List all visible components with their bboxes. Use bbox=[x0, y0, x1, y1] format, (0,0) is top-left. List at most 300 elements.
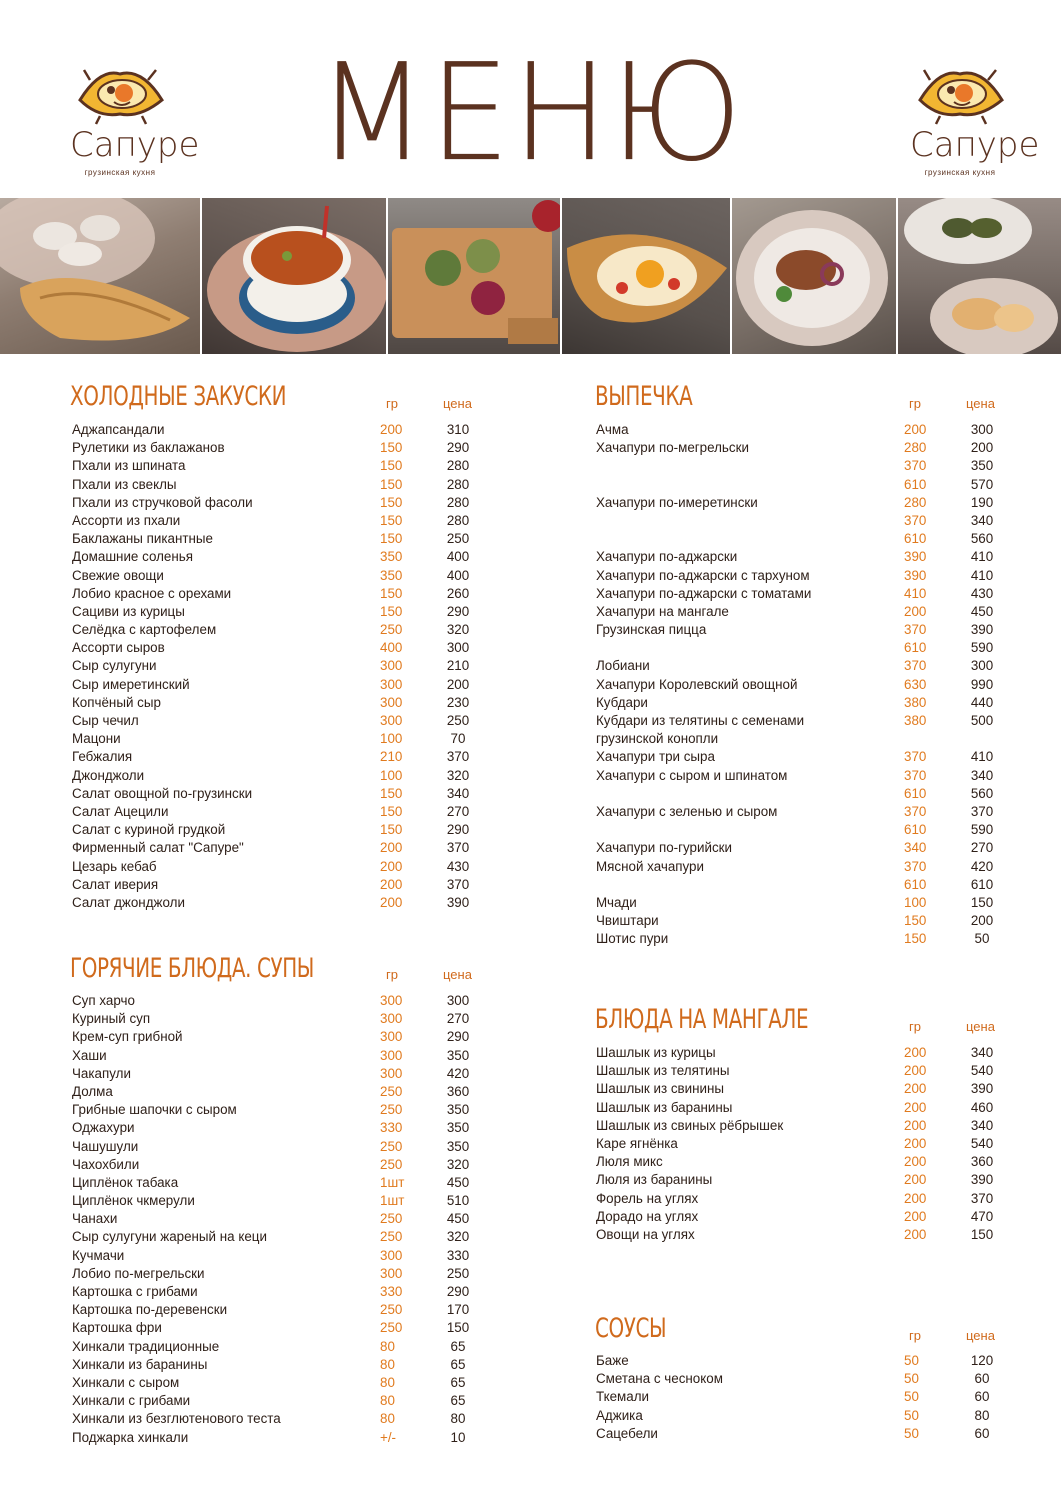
menu-item-weight: 150 bbox=[904, 931, 927, 947]
menu-item-price: 390 bbox=[970, 622, 994, 638]
menu-item-weight: 150 bbox=[904, 913, 927, 929]
menu-item-price: 290 bbox=[446, 440, 470, 456]
menu-item-weight: 80 bbox=[380, 1374, 395, 1390]
menu-item-name: Салат джонджоли bbox=[72, 894, 185, 910]
menu-item-price: 350 bbox=[446, 1138, 470, 1154]
menu-item-price: 420 bbox=[970, 858, 994, 874]
menu-item-name: Хинкали традиционные bbox=[72, 1338, 220, 1354]
menu-item-price: 540 bbox=[970, 1135, 994, 1151]
menu-item-name: Ачма bbox=[596, 422, 629, 437]
column-header-grams: гр bbox=[909, 1019, 921, 1034]
menu-item-name: Джонджоли bbox=[72, 767, 145, 783]
menu-item-price: 350 bbox=[970, 458, 994, 474]
menu-item-name: Салат Ацецили bbox=[72, 803, 169, 819]
menu-item-name: Циплёнок табака bbox=[72, 1174, 179, 1190]
menu-item-weight: 300 bbox=[380, 1047, 403, 1063]
menu-item-price: 290 bbox=[446, 822, 470, 838]
menu-item-price: 210 bbox=[446, 658, 470, 674]
menu-item-name: Крем-суп грибной bbox=[72, 1029, 183, 1045]
menu-item-weight: 200 bbox=[904, 1081, 927, 1097]
menu-item-name: Чанахи bbox=[72, 1211, 118, 1227]
menu-item-price: 610 bbox=[970, 876, 994, 892]
menu-item-price: 340 bbox=[970, 512, 994, 528]
menu-item-name: Мацони bbox=[72, 731, 121, 747]
menu-item-price: 370 bbox=[446, 876, 470, 892]
menu-item-price: 300 bbox=[970, 422, 994, 437]
menu-item-weight: 300 bbox=[380, 694, 403, 710]
menu-item-weight: 390 bbox=[904, 567, 927, 583]
menu-item-price: 200 bbox=[970, 440, 994, 456]
menu-item-weight: 370 bbox=[904, 749, 927, 765]
menu-item-name: грузинской конопли bbox=[596, 731, 719, 747]
menu-item-weight: 80 bbox=[380, 1356, 395, 1372]
menu-item-name: Грузинская пицца bbox=[596, 622, 707, 638]
dumplings-bread-photo bbox=[0, 198, 202, 354]
menu-item-price: 80 bbox=[974, 1407, 990, 1423]
menu-item-price: 80 bbox=[450, 1411, 466, 1427]
menu-item-weight: 200 bbox=[904, 603, 927, 619]
menu-item-weight: 50 bbox=[904, 1407, 919, 1423]
menu-item-price: 540 bbox=[970, 1063, 994, 1079]
menu-item-weight: 200 bbox=[904, 1208, 927, 1224]
menu-item-weight: 250 bbox=[380, 1102, 403, 1118]
column-header-price: цена bbox=[966, 1019, 995, 1034]
menu-item-name: Грибные шапочки с сыром bbox=[72, 1102, 237, 1118]
menu-item-weight: 370 bbox=[904, 658, 927, 674]
dolma-photo bbox=[898, 198, 1061, 354]
menu-item-price: 270 bbox=[446, 803, 470, 819]
menu-item-price: 350 bbox=[446, 1047, 470, 1063]
menu-item-weight: 80 bbox=[380, 1393, 395, 1409]
menu-item-price: 300 bbox=[446, 640, 470, 656]
menu-item-price: 60 bbox=[974, 1389, 990, 1405]
menu-item-price: 470 bbox=[970, 1208, 994, 1224]
menu-item-price: 320 bbox=[446, 622, 470, 638]
menu-item-price: 60 bbox=[974, 1371, 990, 1387]
menu-item-weight: 50 bbox=[904, 1353, 919, 1368]
menu-item-weight: 80 bbox=[380, 1411, 395, 1427]
menu-item-price: 150 bbox=[970, 1226, 994, 1242]
menu-item-weight: 330 bbox=[380, 1120, 403, 1136]
menu-item-price: 510 bbox=[446, 1193, 470, 1209]
menu-item-weight: 210 bbox=[380, 749, 403, 765]
menu-item-name: Кубдари из телятины с семенами bbox=[596, 713, 805, 728]
menu-item-price: 390 bbox=[970, 1081, 994, 1097]
menu-item-price: 65 bbox=[450, 1393, 466, 1409]
menu-item-price: 60 bbox=[974, 1425, 990, 1441]
menu-item-price: 10 bbox=[450, 1429, 466, 1445]
menu-item-price: 590 bbox=[970, 822, 994, 838]
menu-item-weight: 250 bbox=[380, 1083, 403, 1099]
menu-item-weight: 200 bbox=[380, 422, 403, 437]
column-header-price: цена bbox=[443, 396, 472, 411]
column-header-price: цена bbox=[966, 1328, 995, 1343]
menu-item-name: Аджапсандали bbox=[72, 422, 165, 437]
menu-item-weight: 410 bbox=[904, 585, 927, 601]
menu-item-weight: 280 bbox=[904, 440, 927, 456]
menu-item-weight: 380 bbox=[904, 694, 927, 710]
menu-item-price: 410 bbox=[970, 549, 994, 565]
menu-item-name: Кубдари bbox=[596, 694, 648, 710]
menu-item-price: 250 bbox=[446, 713, 470, 728]
menu-item-weight: 1шт bbox=[380, 1193, 405, 1209]
menu-item-name: Люля микс bbox=[596, 1154, 663, 1170]
menu-item-price: 65 bbox=[450, 1356, 466, 1372]
menu-item-weight: 200 bbox=[380, 840, 403, 856]
menu-item-weight: 200 bbox=[904, 1099, 927, 1115]
photo-strip bbox=[0, 198, 1061, 354]
khachapuri-photo bbox=[562, 198, 732, 354]
column-header-grams: гр bbox=[386, 967, 398, 982]
column-header-grams: гр bbox=[909, 396, 921, 411]
menu-item-name: Лобиани bbox=[596, 658, 650, 674]
menu-item-name: Люля из баранины bbox=[596, 1172, 713, 1188]
menu-item-weight: 610 bbox=[904, 531, 927, 547]
menu-item-name: Шашлык из свиных рёбрышек bbox=[596, 1117, 784, 1133]
menu-item-name: Сыр чечил bbox=[72, 713, 139, 728]
menu-item-name: Хинкали с сыром bbox=[72, 1374, 180, 1390]
section-title-bakery: ВЫПЕЧКА bbox=[595, 381, 693, 412]
menu-item-price: 320 bbox=[446, 767, 470, 783]
menu-item-price: 400 bbox=[446, 567, 470, 583]
menu-item-name: Пхали из стручковой фасоли bbox=[72, 494, 253, 510]
menu-item-name: Кучмачи bbox=[72, 1247, 125, 1263]
menu-item-weight: 250 bbox=[380, 1138, 403, 1154]
menu-item-weight: 200 bbox=[904, 1117, 927, 1133]
menu-item-weight: 370 bbox=[904, 622, 927, 638]
menu-item-weight: 200 bbox=[904, 1190, 927, 1206]
menu-item-name: Салат иверия bbox=[72, 876, 159, 892]
menu-item-weight: 250 bbox=[380, 1320, 403, 1336]
menu-item-price: 450 bbox=[970, 603, 994, 619]
menu-item-price: 280 bbox=[446, 512, 470, 528]
menu-item-weight: 300 bbox=[380, 1065, 403, 1081]
menu-item-name: Суп харчо bbox=[72, 993, 135, 1008]
menu-item-price: 65 bbox=[450, 1338, 466, 1354]
menu-item-price: 400 bbox=[446, 549, 470, 565]
menu-item-weight: 50 bbox=[904, 1371, 919, 1387]
menu-item-price: 440 bbox=[970, 694, 994, 710]
menu-item-price: 200 bbox=[970, 913, 994, 929]
menu-item-price: 310 bbox=[446, 422, 470, 437]
menu-item-weight: 250 bbox=[380, 622, 403, 638]
menu-item-name: Цезарь кебаб bbox=[72, 858, 157, 874]
logo-name: Сапуре bbox=[910, 125, 1040, 165]
menu-item-weight: 200 bbox=[380, 894, 403, 910]
menu-item-weight: 150 bbox=[380, 785, 403, 801]
menu-item-name: Хачапури три сыра bbox=[596, 749, 715, 765]
menu-item-price: 250 bbox=[446, 531, 470, 547]
menu-item-price: 280 bbox=[446, 476, 470, 492]
menu-item-price: 330 bbox=[446, 1247, 470, 1263]
menu-item-name: Чашушули bbox=[72, 1138, 139, 1154]
menu-item-name: Мчади bbox=[596, 894, 637, 910]
menu-item-weight: 200 bbox=[904, 1154, 927, 1170]
menu-item-name: Картошка фри bbox=[72, 1320, 162, 1336]
menu-item-name: Шашлык из свинины bbox=[596, 1081, 725, 1097]
menu-item-price: 360 bbox=[970, 1154, 994, 1170]
menu-item-weight: 630 bbox=[904, 676, 927, 692]
menu-item-weight: 200 bbox=[380, 876, 403, 892]
menu-item-weight: 390 bbox=[904, 549, 927, 565]
menu-item-price: 500 bbox=[970, 713, 994, 728]
menu-item-weight: 200 bbox=[380, 858, 403, 874]
soup-photo bbox=[202, 198, 388, 354]
menu-item-name: Форель на углях bbox=[596, 1190, 699, 1206]
menu-item-price: 170 bbox=[446, 1302, 470, 1318]
menu-item-name: Мясной хачапури bbox=[596, 858, 704, 874]
menu-item-name: Поджарка хинкали bbox=[72, 1429, 189, 1445]
menu-item-name: Сметана с чесноком bbox=[596, 1371, 723, 1387]
menu-item-weight: 370 bbox=[904, 512, 927, 528]
header bbox=[0, 0, 1061, 196]
menu-item-weight: 100 bbox=[380, 731, 403, 747]
menu-item-name: Хачапури с сыром и шпинатом bbox=[596, 767, 788, 783]
menu-item-weight: 150 bbox=[380, 822, 403, 838]
menu-item-weight: 150 bbox=[380, 803, 403, 819]
menu-item-name: Хинкали с грибами bbox=[72, 1393, 191, 1409]
menu-item-price: 250 bbox=[446, 1265, 470, 1281]
menu-item-weight: 300 bbox=[380, 658, 403, 674]
menu-item-weight: 200 bbox=[904, 1226, 927, 1242]
menu-item-weight: 350 bbox=[380, 567, 403, 583]
menu-item-name: Оджахури bbox=[72, 1120, 135, 1136]
menu-item-name: Ассорти из пхали bbox=[72, 512, 181, 528]
page-title: МЕНЮ bbox=[316, 35, 745, 192]
menu-item-name: Чвиштари bbox=[596, 913, 659, 929]
menu-item-weight: 100 bbox=[904, 894, 927, 910]
menu-item-price: 320 bbox=[446, 1229, 470, 1245]
menu-item-name: Чахохбили bbox=[72, 1156, 140, 1172]
menu-item-weight: 370 bbox=[904, 458, 927, 474]
menu-item-weight: 100 bbox=[380, 767, 403, 783]
menu-item-price: 410 bbox=[970, 567, 994, 583]
menu-item-name: Баже bbox=[596, 1353, 629, 1368]
menu-item-name: Хаши bbox=[72, 1047, 107, 1063]
menu-item-weight: 610 bbox=[904, 822, 927, 838]
menu-item-price: 280 bbox=[446, 458, 470, 474]
menu-item-price: 260 bbox=[446, 585, 470, 601]
menu-item-name: Сыр сулугуни жареный на кеци bbox=[72, 1229, 267, 1245]
menu-item-name: Сацебели bbox=[596, 1425, 658, 1441]
menu-item-weight: 610 bbox=[904, 785, 927, 801]
menu-item-name: Сыр сулугуни bbox=[72, 658, 157, 674]
menu-item-weight: 50 bbox=[904, 1425, 919, 1441]
menu-item-price: 360 bbox=[446, 1083, 470, 1099]
menu-item-name: Хачапури с зеленью и сыром bbox=[596, 803, 778, 819]
menu-item-weight: 150 bbox=[380, 531, 403, 547]
menu-item-name: Куриный суп bbox=[72, 1011, 151, 1027]
menu-item-name: Гебжалия bbox=[72, 749, 133, 765]
menu-item-name: Селёдка с картофелем bbox=[72, 622, 217, 638]
menu-item-price: 370 bbox=[970, 803, 994, 819]
menu-item-name: Дорадо на углях bbox=[596, 1208, 699, 1224]
logo-name: Сапуре bbox=[70, 125, 200, 165]
menu-item-weight: 250 bbox=[380, 1302, 403, 1318]
logo bbox=[910, 60, 1040, 190]
menu-item-name: Ассорти сыров bbox=[72, 640, 165, 656]
menu-item-name: Картошка с грибами bbox=[72, 1284, 198, 1299]
menu-item-price: 370 bbox=[970, 1190, 994, 1206]
menu-item-weight: 340 bbox=[904, 840, 927, 856]
menu-item-price: 450 bbox=[446, 1174, 470, 1190]
menu-item-weight: 610 bbox=[904, 640, 927, 656]
menu-item-price: 290 bbox=[446, 1284, 470, 1299]
menu-item-name: Домашние соленья bbox=[72, 549, 193, 565]
menu-item-name: Овощи на углях bbox=[596, 1226, 695, 1242]
menu-item-price: 590 bbox=[970, 640, 994, 656]
menu-item-name: Хачапури по-имеретински bbox=[596, 494, 758, 510]
menu-item-price: 200 bbox=[446, 676, 470, 692]
menu-item-price: 430 bbox=[446, 858, 470, 874]
menu-item-name: Хинкали из безглютенового теста bbox=[72, 1411, 281, 1427]
menu-item-price: 560 bbox=[970, 785, 994, 801]
menu-item-price: 560 bbox=[970, 531, 994, 547]
menu-item-name: Хинкали из баранины bbox=[72, 1356, 208, 1372]
menu-item-name: Пхали из свеклы bbox=[72, 476, 177, 492]
menu-item-name: Пхали из шпината bbox=[72, 458, 186, 474]
pkhali-board-photo bbox=[388, 198, 562, 354]
menu-item-weight: 150 bbox=[380, 494, 403, 510]
menu-item-price: 270 bbox=[446, 1011, 470, 1027]
menu-item-name: Чакапули bbox=[72, 1065, 131, 1081]
menu-item-weight: 370 bbox=[904, 767, 927, 783]
menu-item-price: 340 bbox=[970, 1045, 994, 1060]
menu-item-weight: 80 bbox=[380, 1338, 395, 1354]
menu-item-name: Копчёный сыр bbox=[72, 694, 161, 710]
menu-item-name: Картошка по-деревенски bbox=[72, 1302, 228, 1318]
menu-item-weight: 610 bbox=[904, 476, 927, 492]
section-title-sauces: СОУСЫ bbox=[595, 1313, 667, 1344]
menu-item-weight: 250 bbox=[380, 1156, 403, 1172]
menu-item-name: Аджика bbox=[596, 1407, 643, 1423]
meat-plate-photo bbox=[732, 198, 898, 354]
menu-item-name: Салат овощной по-грузински bbox=[72, 785, 253, 801]
menu-item-name: Лобио по-мегрельски bbox=[72, 1265, 205, 1281]
menu-item-weight: 400 bbox=[380, 640, 403, 656]
menu-item-price: 390 bbox=[970, 1172, 994, 1188]
menu-item-weight: 370 bbox=[904, 803, 927, 819]
column-header-grams: гр bbox=[909, 1328, 921, 1343]
menu-item-price: 450 bbox=[446, 1211, 470, 1227]
menu-item-price: 570 bbox=[970, 476, 994, 492]
menu-item-price: 300 bbox=[970, 658, 994, 674]
menu-item-price: 390 bbox=[446, 894, 470, 910]
menu-item-weight: 610 bbox=[904, 876, 927, 892]
menu-item-name: Фирменный салат "Сапуре" bbox=[72, 840, 244, 856]
column-header-price: цена bbox=[443, 967, 472, 982]
menu-item-price: 190 bbox=[970, 494, 994, 510]
menu-item-price: 350 bbox=[446, 1102, 470, 1118]
menu-item-weight: 150 bbox=[380, 585, 403, 601]
menu-item-weight: 250 bbox=[380, 1229, 403, 1245]
menu-item-name: Шашлык из баранины bbox=[596, 1099, 733, 1115]
menu-item-name: Салат с куриной грудкой bbox=[72, 822, 226, 838]
menu-item-price: 270 bbox=[970, 840, 994, 856]
menu-item-name: Ткемали bbox=[596, 1389, 649, 1405]
menu-item-weight: 1шт bbox=[380, 1174, 405, 1190]
menu-item-price: 410 bbox=[970, 749, 994, 765]
menu-item-name: Долма bbox=[72, 1083, 113, 1099]
menu-item-name: Лобио красное с орехами bbox=[72, 585, 232, 601]
menu-item-price: 320 bbox=[446, 1156, 470, 1172]
section-title-grill: БЛЮДА НА МАНГАЛЕ bbox=[595, 1004, 809, 1035]
column-header-grams: гр bbox=[386, 396, 398, 411]
menu-item-name: Свежие овощи bbox=[72, 567, 164, 583]
menu-item-weight: 200 bbox=[904, 1063, 927, 1079]
menu-item-weight: 300 bbox=[380, 1265, 403, 1281]
section-title-cold: ХОЛОДНЫЕ ЗАКУСКИ bbox=[70, 381, 287, 412]
menu-item-weight: 300 bbox=[380, 1247, 403, 1263]
menu-item-price: 460 bbox=[970, 1099, 994, 1115]
menu-item-price: 120 bbox=[970, 1353, 994, 1368]
menu-item-weight: 330 bbox=[380, 1284, 403, 1299]
section-title-hot: ГОРЯЧИЕ БЛЮДА. СУПЫ bbox=[70, 953, 314, 984]
menu-item-weight: 150 bbox=[380, 603, 403, 619]
menu-item-name: Шашлык из курицы bbox=[596, 1045, 716, 1060]
menu-item-price: 280 bbox=[446, 494, 470, 510]
menu-item-weight: 200 bbox=[904, 1045, 927, 1060]
menu-item-name: Хачапури по-аджарски с томатами bbox=[596, 585, 812, 601]
menu-item-price: 990 bbox=[970, 676, 994, 692]
menu-item-price: 370 bbox=[446, 749, 470, 765]
menu-item-weight: 200 bbox=[904, 1135, 927, 1151]
menu-item-weight: 150 bbox=[380, 440, 403, 456]
column-header-price: цена bbox=[966, 396, 995, 411]
menu-item-weight: 150 bbox=[380, 476, 403, 492]
menu-item-name: Сациви из курицы bbox=[72, 603, 185, 619]
menu-item-weight: 280 bbox=[904, 494, 927, 510]
menu-item-weight: 300 bbox=[380, 1011, 403, 1027]
menu-item-price: 290 bbox=[446, 1029, 470, 1045]
menu-item-price: 350 bbox=[446, 1120, 470, 1136]
khachapuri-logo-icon bbox=[910, 60, 1010, 126]
menu-item-price: 65 bbox=[450, 1374, 466, 1390]
menu-item-weight: 150 bbox=[380, 512, 403, 528]
menu-item-price: 340 bbox=[446, 785, 470, 801]
menu-item-weight: 350 bbox=[380, 549, 403, 565]
menu-item-weight: 370 bbox=[904, 858, 927, 874]
menu-item-name: Хачапури по-аджарски bbox=[596, 549, 738, 565]
menu-item-weight: +/- bbox=[380, 1429, 396, 1445]
logo-subtitle: грузинская кухня bbox=[84, 168, 156, 177]
menu-item-weight: 200 bbox=[904, 1172, 927, 1188]
menu-item-weight: 200 bbox=[904, 422, 927, 437]
menu-item-price: 50 bbox=[974, 931, 990, 947]
menu-item-price: 70 bbox=[450, 731, 466, 747]
menu-item-price: 300 bbox=[446, 993, 470, 1008]
menu-item-price: 150 bbox=[446, 1320, 470, 1336]
menu-item-price: 150 bbox=[970, 894, 994, 910]
menu-item-name: Циплёнок чкмерули bbox=[72, 1193, 195, 1209]
menu-item-name: Шашлык из телятины bbox=[596, 1063, 730, 1079]
menu-item-weight: 250 bbox=[380, 1211, 403, 1227]
menu-item-name: Каре ягнёнка bbox=[596, 1135, 678, 1151]
menu-item-weight: 300 bbox=[380, 713, 403, 728]
menu-item-name: Сыр имеретинский bbox=[72, 676, 190, 692]
logo-subtitle: грузинская кухня bbox=[924, 168, 996, 177]
menu-item-name: Хачапури на мангале bbox=[596, 603, 729, 619]
menu-item-name: Хачапури по-мегрельски bbox=[596, 440, 749, 456]
menu-item-weight: 50 bbox=[904, 1389, 919, 1405]
menu-item-price: 430 bbox=[970, 585, 994, 601]
menu-item-name: Хачапури по-аджарски с тархуном bbox=[596, 567, 810, 583]
menu-item-price: 230 bbox=[446, 694, 470, 710]
menu-item-weight: 380 bbox=[904, 713, 927, 728]
menu-item-price: 370 bbox=[446, 840, 470, 856]
menu-item-weight: 150 bbox=[380, 458, 403, 474]
menu-item-price: 420 bbox=[446, 1065, 470, 1081]
